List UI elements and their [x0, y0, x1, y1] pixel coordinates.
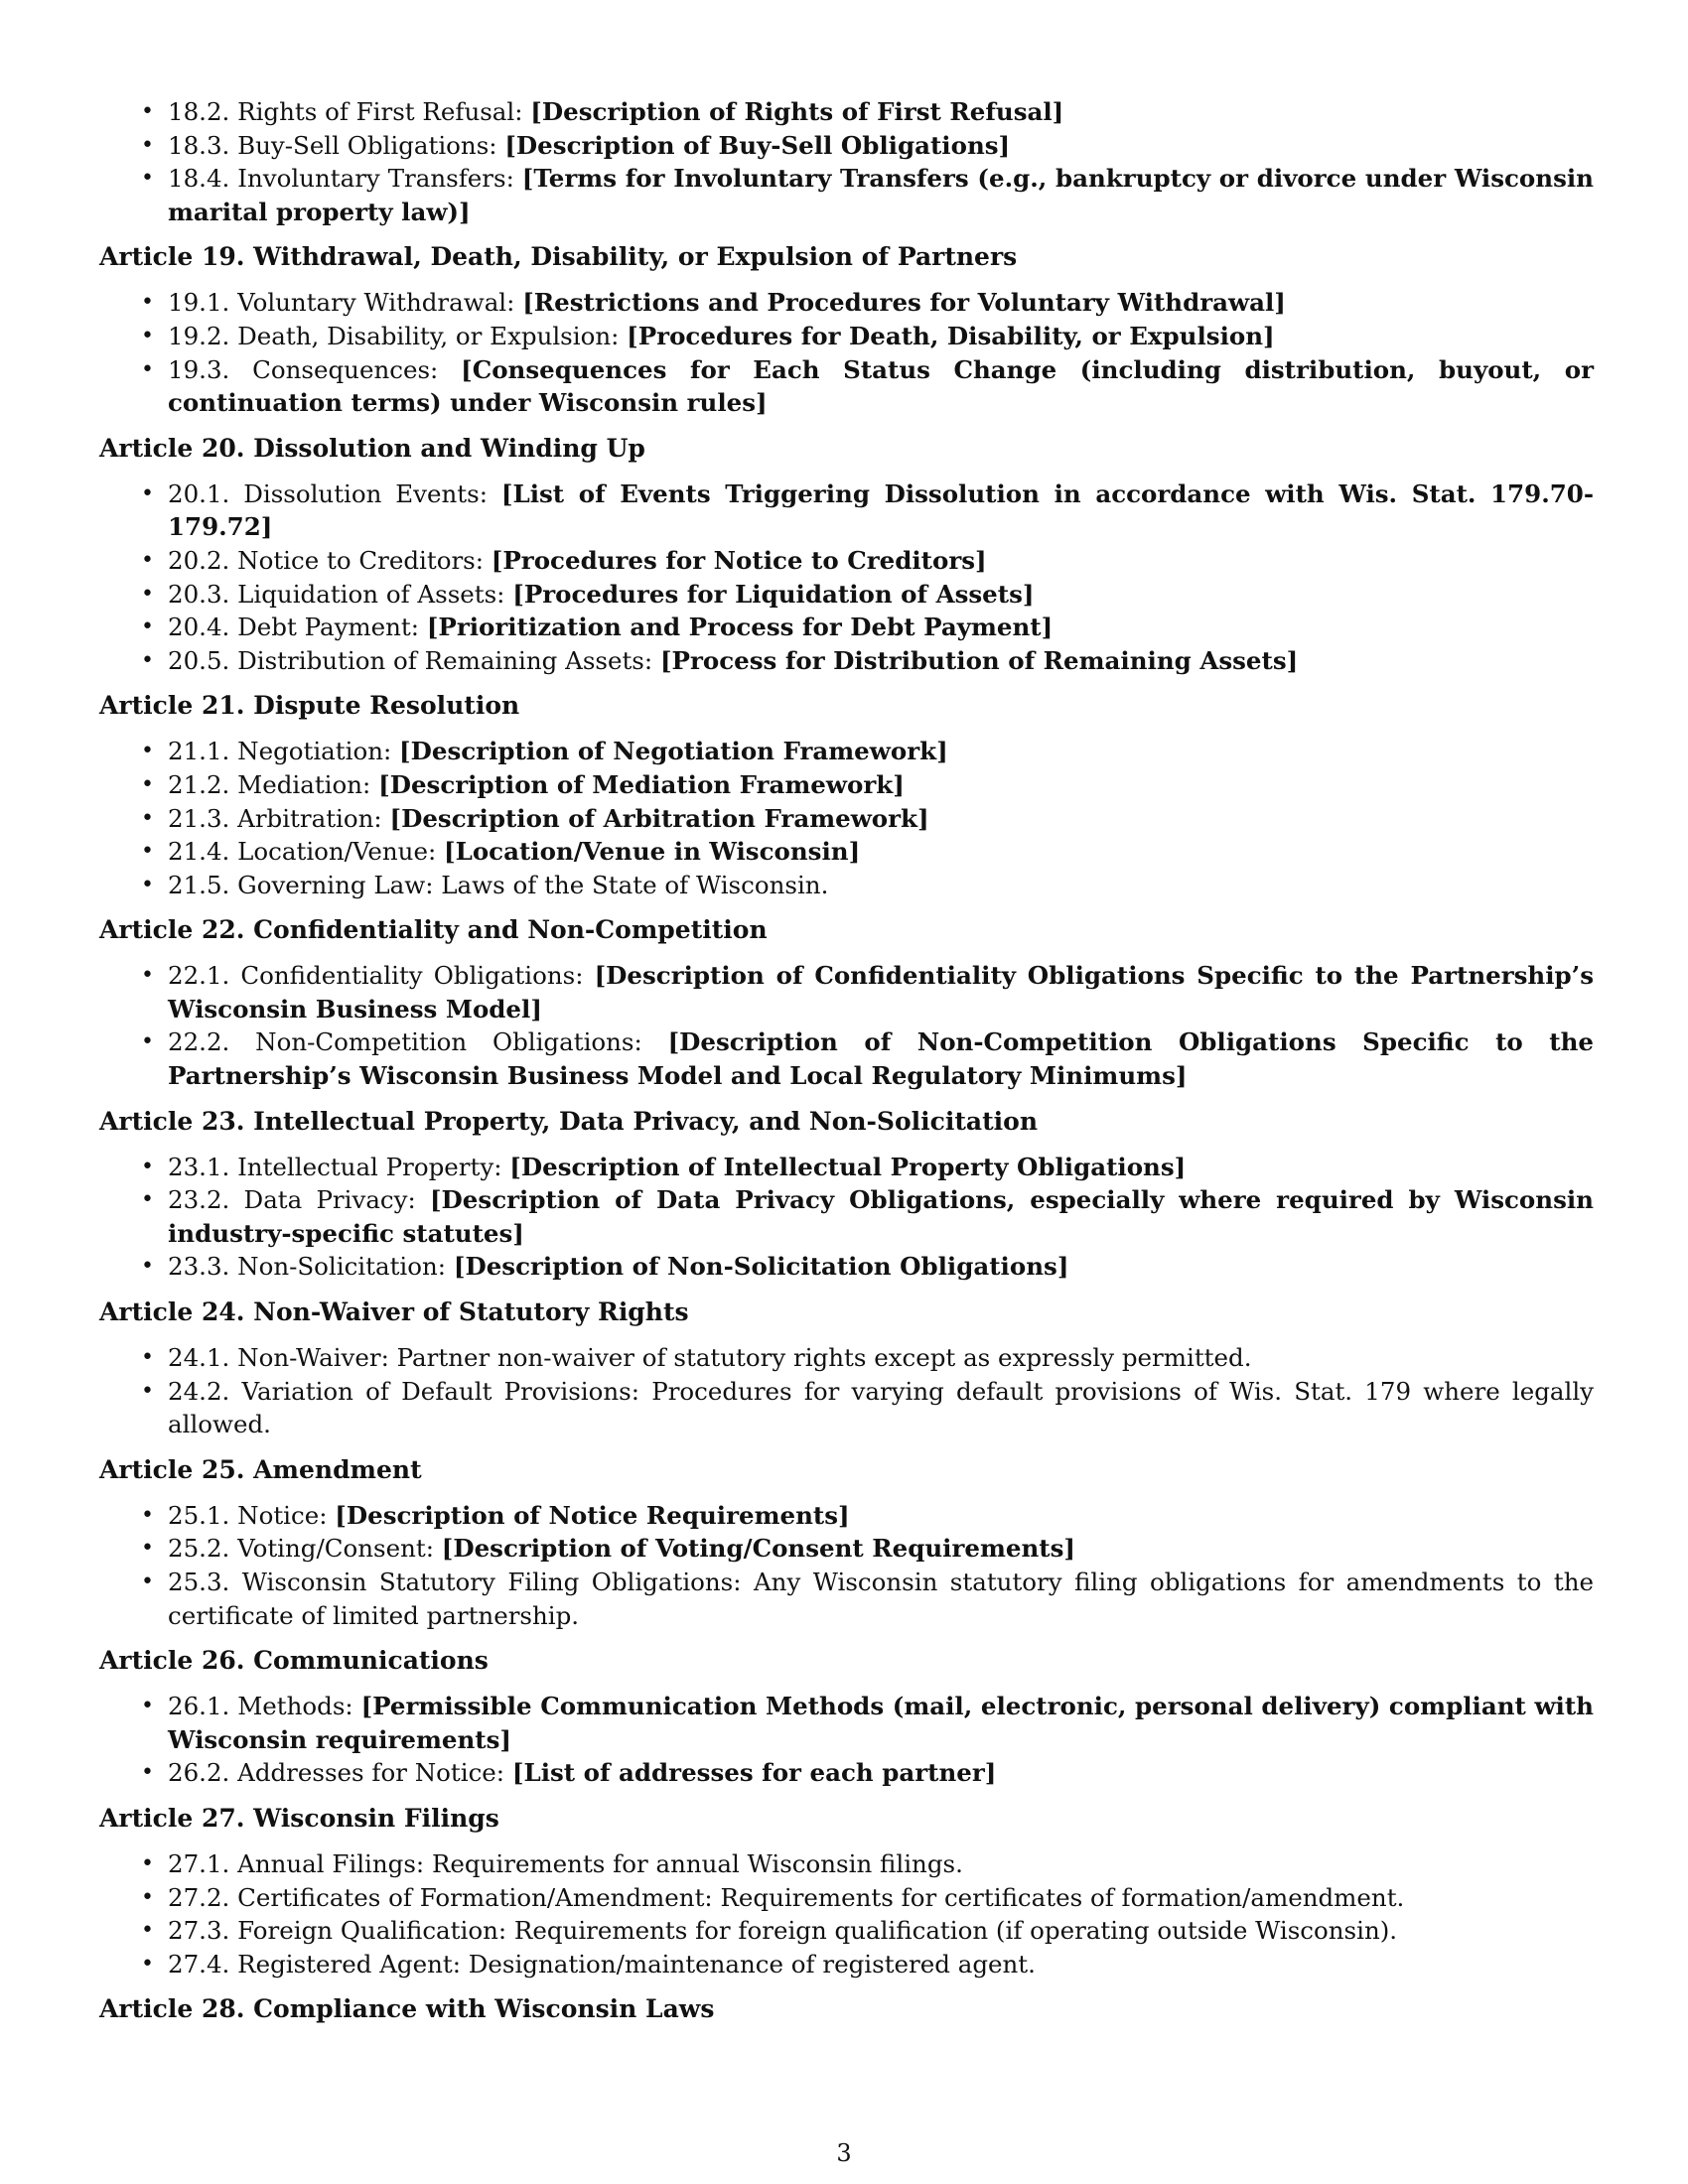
- list-item: [168, 611, 1594, 644]
- item-label: 21.5. Governing Law:: [168, 870, 434, 899]
- item-label: 25.3. Wisconsin Statutory Filing Obligations:: [168, 1568, 742, 1596]
- article-item-list: [99, 735, 1594, 901]
- article-heading: Article 22. Confidentiality and Non-Competition: [99, 915, 768, 945]
- list-item: [168, 1499, 1594, 1533]
- list-item: [168, 353, 1594, 420]
- list-item: [168, 1025, 1594, 1092]
- list-item: [168, 735, 1594, 768]
- item-label: 25.1. Notice:: [168, 1500, 328, 1530]
- list-item: [168, 768, 1594, 802]
- item-label: 25.2. Voting/Consent:: [168, 1534, 434, 1564]
- list-item: [168, 1756, 1594, 1790]
- list-item: [168, 1250, 1594, 1284]
- article-heading: Article 28. Compliance with Wisconsin Laws: [99, 1994, 715, 2024]
- article-section: [99, 1105, 1594, 1284]
- item-placeholder-value: [Procedures for Liquidation of Assets]: [512, 579, 1035, 609]
- continued-article-18-list: [99, 95, 1594, 228]
- article-section: [99, 1992, 1594, 2026]
- article-heading: Article 25. Amendment: [99, 1454, 422, 1484]
- article-item-list: [99, 286, 1594, 419]
- item-label: 23.1. Intellectual Property:: [168, 1152, 502, 1181]
- item-label: 23.3. Non-Solicitation:: [168, 1252, 447, 1282]
- list-item: [168, 802, 1594, 836]
- item-placeholder-value: [Description of Voting/Consent Requirements]: [441, 1534, 1075, 1564]
- list-item: [168, 1341, 1594, 1375]
- item-text: Partner non-waiver of statutory rights except as expressly permitted.: [396, 1343, 1252, 1373]
- list-item: [168, 1566, 1594, 1632]
- list-item: [168, 162, 1594, 228]
- item-label: 27.4. Registered Agent:: [168, 1949, 461, 1979]
- item-placeholder-value: [Procedures for Notice to Creditors]: [491, 545, 987, 575]
- list-item: [168, 129, 1594, 163]
- item-label: 21.2. Mediation:: [168, 769, 371, 799]
- article-item-list: [99, 1341, 1594, 1441]
- page-number: 3: [836, 2139, 852, 2167]
- item-placeholder-value: [Description of Negotiation Framework]: [399, 737, 948, 766]
- item-text: Requirements for certificates of formation/amendment.: [720, 1882, 1405, 1912]
- item-label: 24.2. Variation of Default Provisions:: [168, 1376, 640, 1406]
- item-placeholder-value: [List of Events Triggering Dissolution in accordance with Wis. Stat. 179.70-179.72]: [168, 478, 1594, 542]
- list-item: [168, 1183, 1594, 1250]
- item-placeholder-value: [Description of Mediation Framework]: [378, 769, 905, 799]
- item-placeholder-value: [Description of Rights of First Refusal]: [530, 97, 1064, 126]
- article-item-list: [99, 1499, 1594, 1632]
- list-item: [168, 1151, 1594, 1184]
- list-item: [168, 835, 1594, 869]
- item-text: Requirements for annual Wisconsin filings.: [431, 1848, 963, 1878]
- article-item-list: [99, 1690, 1594, 1790]
- item-label: 26.1. Methods:: [168, 1692, 353, 1721]
- list-item: [168, 95, 1594, 129]
- item-label: 21.3. Arbitration:: [168, 803, 382, 833]
- article-heading: Article 21. Dispute Resolution: [99, 691, 520, 721]
- item-placeholder-value: [Description of Buy-Sell Obligations]: [504, 130, 1011, 160]
- item-label: 20.3. Liquidation of Assets:: [168, 579, 505, 609]
- document-page: [99, 95, 1594, 2038]
- article-heading: Article 24. Non-Waiver of Statutory Rights: [99, 1297, 689, 1327]
- article-section: [99, 689, 1594, 901]
- item-placeholder-value: [Description of Confidentiality Obligations Specific to the Partnership’s Wisconsin Business Model]: [168, 961, 1594, 1024]
- article-item-list: [99, 1151, 1594, 1284]
- item-label: 20.1. Dissolution Events:: [168, 478, 488, 508]
- item-label: 21.4. Location/Venue:: [168, 837, 437, 867]
- article-heading: Article 20. Dissolution and Winding Up: [99, 433, 645, 463]
- list-item: [168, 578, 1594, 612]
- list-item: [168, 544, 1594, 578]
- article-section: [99, 1453, 1594, 1632]
- item-label: 27.3. Foreign Qualification:: [168, 1916, 507, 1946]
- list-item: [168, 1847, 1594, 1881]
- item-label: 21.1. Negotiation:: [168, 737, 392, 766]
- item-text: Procedures for varying default provisions of Wis. Stat. 179 where legally allowed.: [168, 1376, 1595, 1439]
- item-label: 26.2. Addresses for Notice:: [168, 1758, 505, 1788]
- article-section: [99, 240, 1594, 419]
- article-heading: Article 23. Intellectual Property, Data Privacy, and Non-Solicitation: [99, 1106, 1039, 1136]
- item-placeholder-value: [Description of Non-Competition Obligations Specific to the Partnership’s Wisconsin Business Model and Local Regulatory Minimums]: [168, 1027, 1594, 1091]
- article-heading: Article 27. Wisconsin Filings: [99, 1803, 499, 1833]
- article-item-list: [99, 1847, 1594, 1980]
- item-label: 24.1. Non-Waiver:: [168, 1343, 389, 1373]
- item-label: 22.2. Non-Competition Obligations:: [168, 1027, 642, 1057]
- list-item: [168, 1914, 1594, 1948]
- article-section: [99, 1296, 1594, 1441]
- item-text: Designation/maintenance of registered agent.: [468, 1949, 1036, 1979]
- item-placeholder-value: [Restrictions and Procedures for Voluntary Withdrawal]: [522, 288, 1286, 318]
- item-label: 19.2. Death, Disability, or Expulsion:: [168, 321, 620, 350]
- item-placeholder-value: [Location/Venue in Wisconsin]: [444, 837, 861, 867]
- list-item: [168, 320, 1594, 353]
- item-placeholder-value: [Description of Notice Requirements]: [335, 1500, 850, 1530]
- item-label: 20.4. Debt Payment:: [168, 613, 420, 642]
- articles-container: [99, 240, 1594, 2026]
- item-placeholder-value: [Prioritization and Process for Debt Payment]: [426, 613, 1054, 642]
- article-section: [99, 432, 1594, 678]
- list-item: [168, 1948, 1594, 1981]
- list-item: [168, 1532, 1594, 1566]
- list-item: [168, 869, 1594, 902]
- item-label: 19.1. Voluntary Withdrawal:: [168, 288, 515, 318]
- item-placeholder-value: [Description of Arbitration Framework]: [389, 803, 929, 833]
- article-heading: Article 26. Communications: [99, 1646, 489, 1676]
- list-item: [168, 959, 1594, 1025]
- item-label: 22.1. Confidentiality Obligations:: [168, 961, 584, 991]
- list-item: [168, 644, 1594, 678]
- list-item: [168, 286, 1594, 320]
- item-placeholder-value: [Process for Distribution of Remaining Assets]: [659, 645, 1299, 675]
- item-text: Laws of the State of Wisconsin.: [441, 870, 829, 899]
- item-placeholder-value: [Procedures for Death, Disability, or Expulsion]: [627, 321, 1275, 350]
- article-section: [99, 1644, 1594, 1790]
- item-placeholder-value: [Description of Data Privacy Obligations, especially where required by Wisconsin industry-specific statutes]: [168, 1185, 1594, 1248]
- article-heading: Article 19. Withdrawal, Death, Disability, or Expulsion of Partners: [99, 242, 1018, 272]
- item-placeholder-value: [Consequences for Each Status Change (including distribution, buyout, or continuation terms) under Wisconsin rules]: [168, 354, 1594, 418]
- item-label: 19.3. Consequences:: [168, 354, 439, 384]
- item-label: 23.2. Data Privacy:: [168, 1185, 416, 1215]
- item-label: 27.2. Certificates of Formation/Amendment:: [168, 1882, 713, 1912]
- item-placeholder-value: [Description of Intellectual Property Obligations]: [509, 1152, 1187, 1181]
- item-placeholder-value: [Terms for Involuntary Transfers (e.g., bankruptcy or divorce under Wisconsin marital property law)]: [168, 164, 1594, 226]
- list-item: [168, 1881, 1594, 1915]
- item-text: Any Wisconsin statutory filing obligations for amendments to the certificate of limited partnership.: [168, 1568, 1594, 1630]
- item-label: 18.3. Buy-Sell Obligations:: [168, 130, 497, 160]
- article-section: [99, 1802, 1594, 1980]
- list-item: [168, 1375, 1594, 1441]
- item-placeholder-value: [List of addresses for each partner]: [511, 1758, 997, 1788]
- item-label: 20.5. Distribution of Remaining Assets:: [168, 645, 653, 675]
- item-placeholder-value: [Permissible Communication Methods (mail, electronic, personal delivery) compliant with Wisconsin requirements]: [168, 1692, 1594, 1754]
- list-item: [168, 478, 1594, 544]
- item-label: 18.4. Involuntary Transfers:: [168, 164, 514, 194]
- item-label: 27.1. Annual Filings:: [168, 1848, 425, 1878]
- article-section: [99, 913, 1594, 1092]
- article-item-list: [99, 959, 1594, 1092]
- item-text: Requirements for foreign qualification (if operating outside Wisconsin).: [513, 1916, 1398, 1946]
- list-item: [168, 1690, 1594, 1756]
- item-label: 18.2. Rights of First Refusal:: [168, 97, 523, 126]
- article-item-list: [99, 478, 1594, 678]
- item-label: 20.2. Notice to Creditors:: [168, 545, 484, 575]
- item-placeholder-value: [Description of Non-Solicitation Obligations]: [453, 1252, 1069, 1282]
